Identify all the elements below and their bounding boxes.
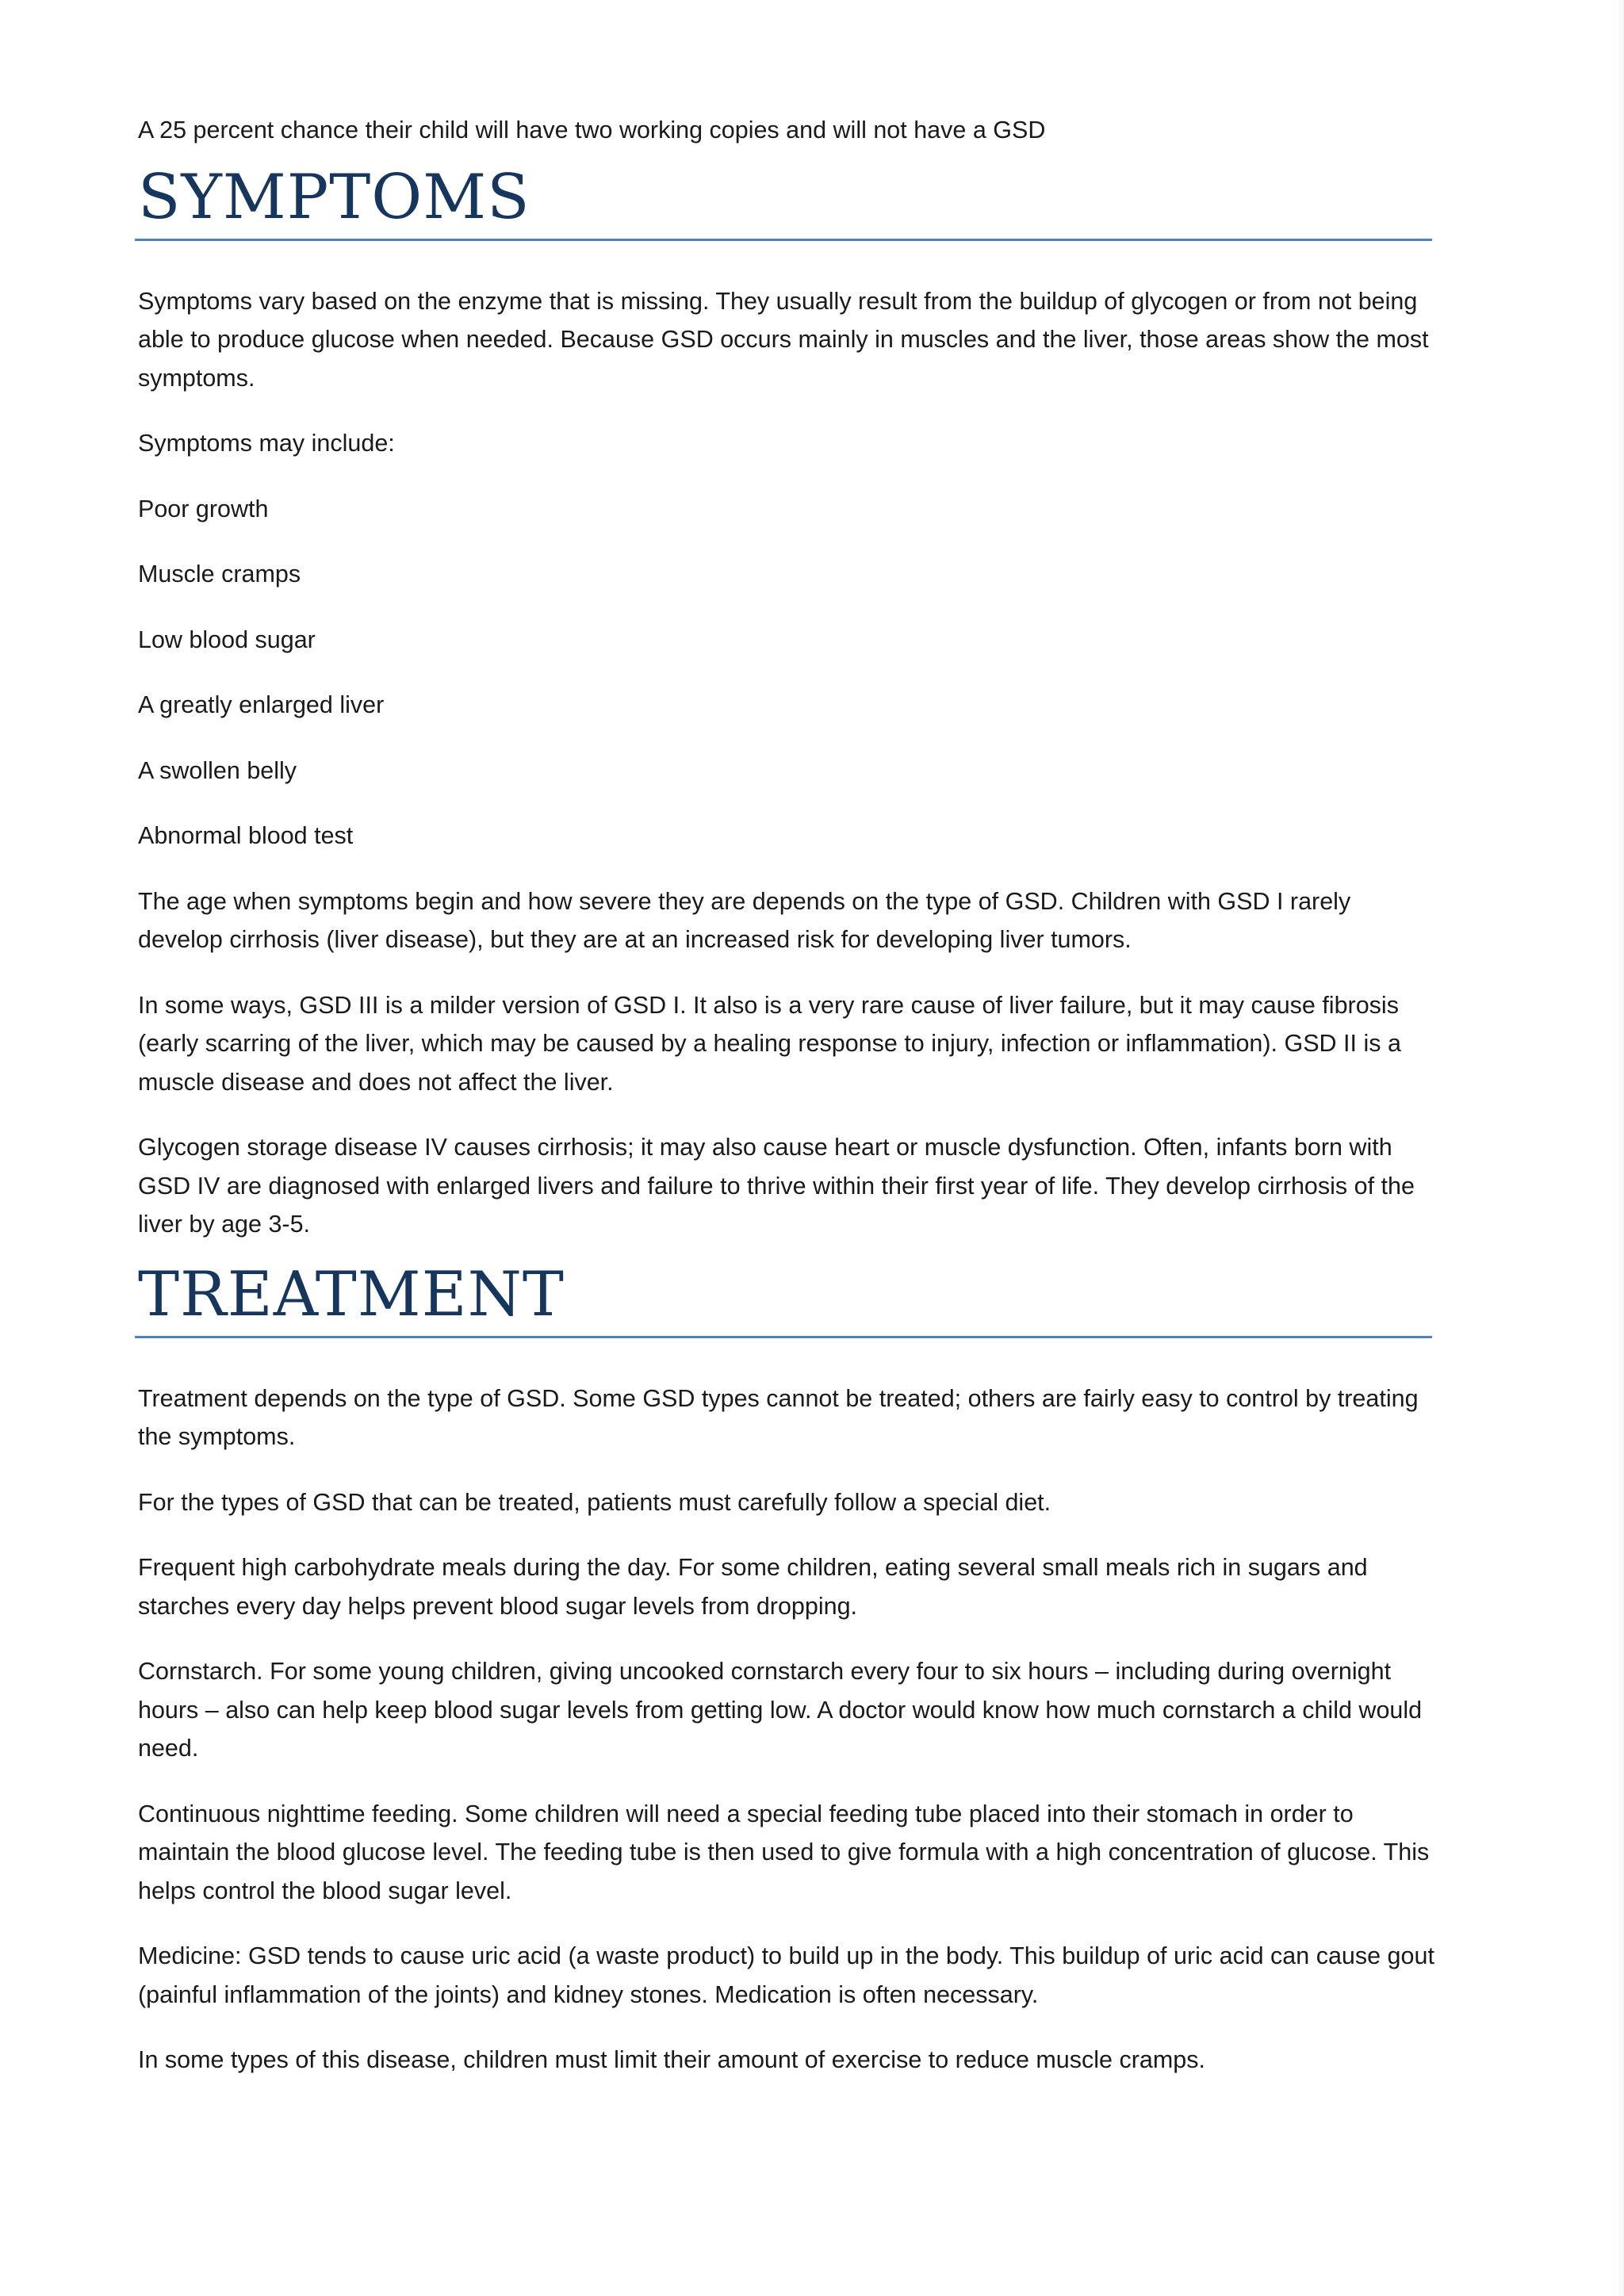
treatment-paragraph: Continuous nighttime feeding. Some children will need a special feeding tube placed into their stomach in order to maintain the blood glucose level. The feeding tube is then used to give formula with a high concentration of glucose. This helps control the blood sugar level. <box>138 1800 1430 1904</box>
symptoms-paragraph: Symptoms vary based on the enzyme that is missing. They usually result from the buildup of glycogen or from not being able to produce glucose when needed. Because GSD occurs mainly in muscles and the liver, those areas show the most symptoms. <box>138 287 1429 392</box>
treatment-heading: TREATMENT <box>138 1258 565 1330</box>
symptom-item: A swollen belly <box>138 756 297 784</box>
symptoms-list-intro: Symptoms may include: <box>138 430 395 457</box>
intro-text: A 25 percent chance their child will have two working copies and will not have a GSD <box>138 117 1046 144</box>
symptoms-section <box>138 156 1438 1244</box>
symptom-item: A greatly enlarged liver <box>138 691 385 718</box>
treatment-paragraph: In some types of this disease, children must limit their amount of exercise to reduce muscle cramps. <box>138 2046 1205 2073</box>
treatment-paragraph: Cornstarch. For some young children, giving uncooked cornstarch every four to six hours – including during overnight hours – also can help keep blood sugar levels from getting low. A doctor would know how much cornstarch a child would need. <box>138 1658 1423 1762</box>
symptom-item: Abnormal blood test <box>138 822 354 849</box>
symptoms-paragraph: The age when symptoms begin and how severe they are depends on the type of GSD. Children with GSD I rarely develop cirrhosis (liver disease), but they are at an increased risk for developing liver tumors. <box>138 887 1351 953</box>
treatment-section <box>138 1253 1438 2080</box>
treatment-paragraph: Treatment depends on the type of GSD. Some GSD types cannot be treated; others are fairly easy to control by treating the symptoms. <box>138 1384 1419 1450</box>
symptoms-heading: SYMPTOMS <box>138 161 530 233</box>
page-edge-shadow <box>1616 0 1624 2296</box>
treatment-paragraph: Frequent high carbohydrate meals during the day. For some children, eating several small meals rich in sugars and starches every day helps prevent blood sugar levels from dropping. <box>138 1554 1368 1620</box>
document-body <box>138 111 1438 2080</box>
symptoms-heading-rule <box>135 239 1432 241</box>
treatment-paragraph: For the types of GSD that can be treated, patients must carefully follow a special diet. <box>138 1488 1051 1516</box>
symptom-item: Low blood sugar <box>138 626 316 653</box>
symptoms-paragraph: In some ways, GSD III is a milder version of GSD I. It also is a very rare cause of liver failure, but it may cause fibrosis (early scarring of the liver, which may be caused by a healing response to injury, infection or inflammation). GSD II is a muscle disease and does not affect the liver. <box>138 991 1401 1096</box>
treatment-heading-rule <box>135 1336 1432 1338</box>
symptoms-paragraph: Glycogen storage disease IV causes cirrhosis; it may also cause heart or muscle dysfunction. Often, infants born with GSD IV are diagnosed with enlarged livers and failure to thrive within their first year of life. They develop cirrhosis of the liver by age 3-5. <box>138 1134 1415 1238</box>
symptom-item: Muscle cramps <box>138 561 301 587</box>
symptom-item: Poor growth <box>138 495 269 522</box>
treatment-paragraph: Medicine: GSD tends to cause uric acid (a waste product) to build up in the body. This buildup of uric acid can cause gout (painful inflammation of the joints) and kidney stones. Medication is often necessary. <box>138 1942 1434 2008</box>
